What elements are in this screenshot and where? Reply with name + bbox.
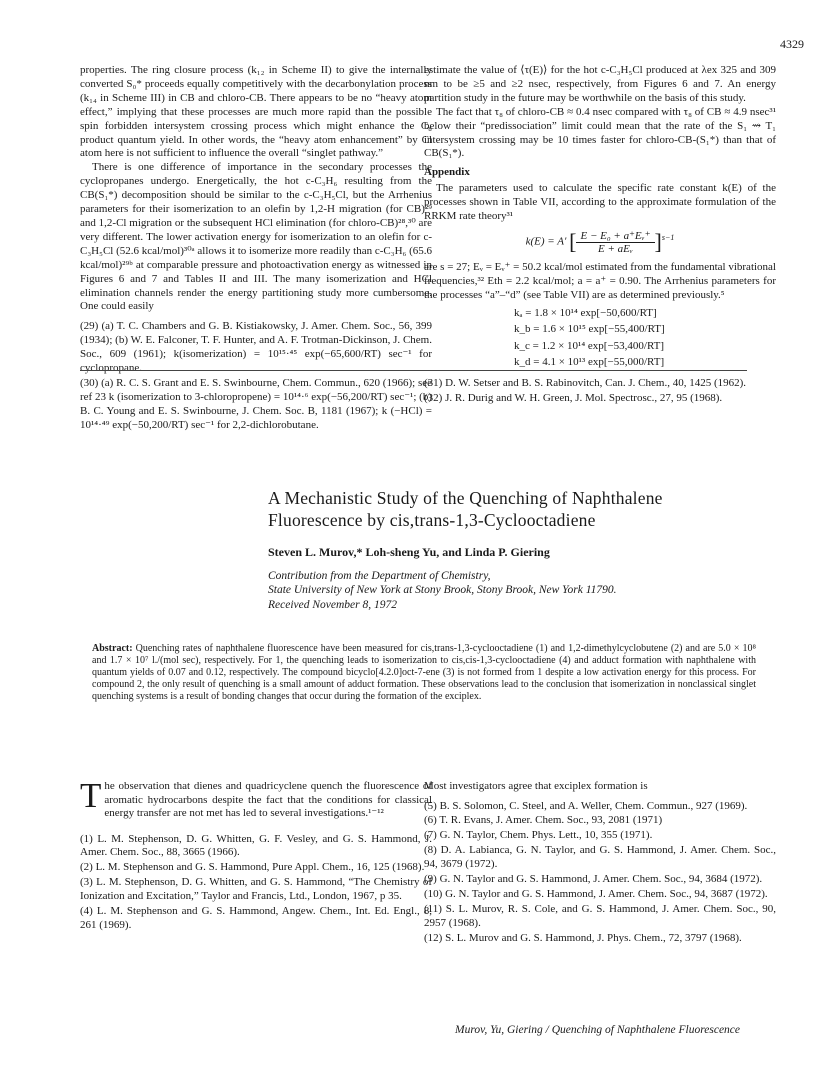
abstract (92, 643, 756, 703)
body-paragraph: The fact that τ₈ of chloro-CB ≈ 0.4 nsec compared with τ₈ of CB ≈ 4.9 nsec³¹ below their “predissociation” limit could mean that the rate of the S₁ ⇝ T₁ intersystem crossing may be 10 times faster for chloro-CB-(S₁*) than that of CB(S₁*). (424, 105, 776, 160)
footnote-5: (5) B. S. Solomon, C. Steel, and A. Weller, Chem. Commun., 927 (1969). (424, 799, 748, 812)
footnote-9: (9) G. N. Taylor and G. S. Hammond, J. Amer. Chem. Soc., 94, 3684 (1972). (424, 873, 763, 886)
footnote-4: (4) L. M. Stephenson and G. S. Hammond, Angew. Chem., Int. Ed. Engl., 8, 261 (1969). (80, 905, 432, 931)
equation-denominator: E + aEᵥ (598, 243, 633, 256)
equation-fraction (576, 229, 654, 255)
body-paragraph: Most investigators agree that exciplex formation is (424, 780, 648, 792)
footnote-31: (31) D. W. Setser and B. S. Rabinovitch, Can. J. Chem., 40, 1425 (1962). (424, 376, 747, 389)
intro-paragraph (80, 776, 432, 821)
affiliation-line-1: Contribution from the Department of Chemistry, (268, 570, 491, 582)
footnote-10: (10) G. N. Taylor and G. S. Hammond, J. Amer. Chem. Soc., 94, 3687 (1972). (424, 887, 768, 900)
equation-numerator: E − E₀ + a⁺Eᵥ⁺ (576, 229, 654, 243)
rate-constant-d: k_d = 4.1 × 10¹³ exp[−55,000/RT] (514, 356, 665, 369)
body-paragraph: estimate the value of ⟨τ(E)⟩ for the hot c-C₃H₅Cl produced at λex 325 and 309 nm to be ≥5 and ≥2 nsec, respectively, from Figures 6 and 7. An energy partition study in the future may be worthwhile on the basis of this study. (424, 64, 776, 104)
equation-lhs: k(E) = A′ (525, 235, 567, 248)
appendix-heading: Appendix (424, 166, 470, 179)
lower-left-column (80, 776, 432, 933)
footnote-30: (30) (a) R. C. S. Grant and E. S. Swinbourne, Chem. Commun., 620 (1966); see ref 23 k (isomerization to 3-chloropropene) = 10¹⁴·⁶ exp(−56,200/RT) sec⁻¹; (b) B. C. Young and E. S. Swinbourne, J. Chem. Soc. B, 1181 (1967); k (−HCl) = 10¹⁴·⁴⁹ exp(−50,200/RT) sec⁻¹ for 2,2-dichlorobutane. (80, 376, 432, 431)
section-divider (80, 370, 747, 371)
footnote-7: (7) G. N. Taylor, Chem. Phys. Lett., 10, 355 (1971). (424, 829, 653, 842)
lower-right-column (424, 780, 776, 946)
abstract-text: Quenching rates of naphthalene fluorescence have been measured for cis,trans-1,3-cyclooctadiene (1) and 1,2-dimethylcyclobutene (2) and are 5.0 × 10⁸ and 1.7 × 10⁷ l./(mol sec), respectively. For 1, the quenching leads to isomerization to cis,cis-1,3-cyclooctadiene (4) and adduct formation with naphthalene with quantum yields of 0.07 and 0.12, respectively. The compound bicyclo[4.2.0]oct-7-ene (3) is not formed from 1 despite a low activation energy for this process. For compound 2, the only result of quenching is a small amount of adduct formation. These observations lead to the conclusion that isomerization in nonclassical singlet quenching systems is a result of bonding changes that occur during the formation of the exciplex. (92, 643, 756, 702)
rrkm-equation: k(E) = A′ [ $\frac{\text{E − E₀ + a⁺Eᵥ⁺}}{\text{E + aEᵥ}}$ ]$^{s-1}$ (525, 229, 675, 256)
body-paragraph: The parameters used to calculate the specific rate constant k(E) of the processes shown in Table VII, according to the approximate formulation of the RRKM rate theory³¹ (424, 182, 776, 223)
upper-left-column (80, 64, 432, 433)
running-footer: Murov, Yu, Giering / Quenching of Naphthalene Fluorescence (455, 1024, 741, 1036)
title-line-2: Fluorescence by cis,trans-1,3-Cyclooctadiene (268, 510, 596, 530)
affiliation (268, 569, 788, 612)
rate-constant-a: kₐ = 1.8 × 10¹⁴ exp[−50,600/RT] (514, 306, 657, 319)
footnote-11: (11) S. L. Murov, R. S. Cole, and G. S. Hammond, J. Amer. Chem. Soc., 90, 2957 (1968). (424, 902, 776, 929)
rate-constant-c: k_c = 1.2 × 10¹⁴ exp[−53,400/RT] (514, 339, 665, 352)
intro-text: he observation that dienes and quadricyclene quench the fluorescence of aromatic hydrocarbons despite the fact that the conditions for classical energy transfer are not met has led to several investigations.¹⁻¹² (104, 780, 432, 819)
page-number: 4329 (780, 37, 804, 51)
upper-right-column (424, 64, 776, 406)
footnote-1: (1) L. M. Stephenson, D. G. Whitten, G. F. Vesley, and G. S. Hammond, J. Amer. Chem. Soc., 88, 3665 (1966). (80, 832, 432, 859)
footnote-29: (29) (a) T. C. Chambers and G. B. Kistiakowsky, J. Amer. Chem. Soc., 56, 399 (1934); (b) W. E. Falconer, T. F. Hunter, and A. F. Trotman-Dickinson, J. Chem. Soc., 609 (1961); k(isomerization) = 10¹⁵·⁴⁵ exp(−65,600/RT) sec⁻¹ for cyclopropane. (80, 320, 432, 375)
abstract-label: Abstract: (92, 643, 133, 654)
drop-cap: T (80, 776, 102, 815)
footnote-6: (6) T. R. Evans, J. Amer. Chem. Soc., 93, 2081 (1971) (424, 814, 663, 827)
footnote-12: (12) S. L. Murov and G. S. Hammond, J. Phys. Chem., 72, 3797 (1968). (424, 931, 742, 944)
received-date: Received November 8, 1972 (268, 598, 398, 611)
footnote-2: (2) L. M. Stephenson and G. S. Hammond, Pure Appl. Chem., 16, 125 (1968). (80, 861, 425, 874)
body-paragraph: properties. The ring closure process (k₁₂ in Scheme II) to give the internally converted S₀* proceeds equally competitively with the decarbonylation process (k₁₄ in Scheme III) in CB and chloro-CB. There appears to be no “heavy atom effect,” implying that these processes are much more rapid than the possible spin forbidden intersystem crossing process which might enhance the C₈ product quantum yield. In other words, the “heavy atom enhancement” by Cl atom here is not sufficient to influence the overall “singlet pathway.” (80, 64, 432, 160)
footnote-3: (3) L. M. Stephenson, D. G. Whitten, and G. S. Hammond, “The Chemistry of Ionization and Excitation,” Taylor and Francis, Ltd., London, 1967, p 35. (80, 876, 432, 903)
footnote-32: (32) J. R. Durig and W. H. Green, J. Mol. Spectrosc., 27, 95 (1968). (424, 391, 723, 404)
author-list: Steven L. Murov,* Loh-sheng Yu, and Linda P. Giering (268, 545, 550, 559)
body-paragraph: are s = 27; Eᵥ = Eᵥ⁺ = 50.2 kcal/mol estimated from the fundamental vibrational frequencies,³² Eth = 2.2 kcal/mol; a = a⁺ = 0.90. The Arrhenius parameters for the processes “a”–“d” (see Table VII) are as determined previously.⁵ (424, 261, 776, 301)
affiliation-line-2: State University of New York at Stony Brook, Stony Brook, New York 11790. (268, 584, 617, 597)
footnote-8: (8) D. A. Labianca, G. N. Taylor, and G. S. Hammond, J. Amer. Chem. Soc., 94, 3679 (1972). (424, 844, 776, 871)
equation-exponent: s−1 (661, 232, 675, 242)
body-paragraph: There is one difference of importance in the secondary processes the cyclopropanes undergo. Energetically, the hot c-C₃H₆ resulting from the CB(S₁*) decomposition should be similar to the c-C₃H₅Cl, but the Arrhenius parameters for their isomerization to an olefin by 1,2-H migration (for CB)²⁹ and 1,2-Cl migration or the subsequent HCl elimination (for chloro-CB)²⁸,³⁰ are very different. The lower activation energy for isomerization to an olefin for c-C₃H₅Cl (52.6 kcal/mol)³⁰ᵃ allows it to isomerize more readily than c-C₃H₆ (65.6 kcal/mol)²⁹ᵇ at comparable pressure and photoactivation energy as witnessed in Figures 6 and 7 and Tables II and III. The many isomerization and HCl elimination channels render the energy partitioning study more cumbersome. One could easily (80, 161, 433, 313)
title-line-1: A Mechanistic Study of the Quenching of Naphthalene (268, 488, 663, 508)
rate-constants (514, 305, 776, 371)
rate-constant-b: k_b = 1.6 × 10¹⁵ exp[−55,400/RT] (514, 323, 665, 336)
article-title (268, 487, 748, 531)
